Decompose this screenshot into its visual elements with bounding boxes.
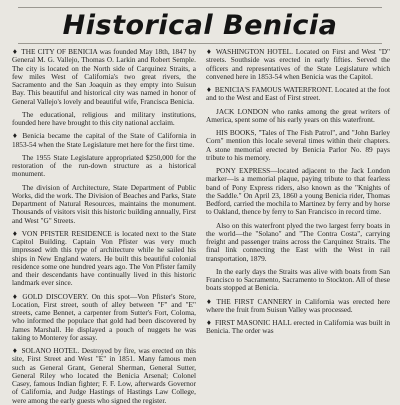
- paragraph: [12, 230, 196, 288]
- right-column: [206, 48, 390, 396]
- paragraph-text: PONY EXPRESS—located adjacent to the Jack London marker—is a memorial plaque, paying tribute to that fearless band of Pony Express riders, also known as the "Knights of the Saddle." On April 23, 1860 a young Benicia rider, Thomas Bedford, carried the mochila to Martinez by ferry and by horse to Oakland, thence by ferry to San Francisco in record time.: [206, 166, 390, 217]
- paragraph: [12, 111, 196, 128]
- paragraph-text: The 1955 State Legislature appropriated $250,000 for the restoration of the run-down structure as a historical monument.: [12, 152, 196, 179]
- bullet-icon: ♦: [12, 292, 20, 301]
- paragraph: [206, 86, 390, 103]
- left-column: [12, 47, 197, 405]
- bullet-icon: ♦: [12, 48, 19, 56]
- paragraph-text: The educational, religious and military institutions, founded here have brought to this city national acclaim.: [12, 109, 196, 127]
- bullet-icon: ♦: [206, 297, 214, 306]
- paragraph: [12, 48, 196, 106]
- paragraph: [206, 298, 390, 315]
- bullet-icon: ♦: [206, 319, 212, 327]
- paragraph: [206, 48, 390, 81]
- paragraph-text: SOLANO HOTEL. Destroyed by fire, was erected on this site, First Street and West "E" in 1851. Many famous men such as General Grant, General Sherman, General Sutter, General Riley who located the Benicia Arsenal; Colonel Casey, famous Indian fighter; F. F. Low, afterwards Governor of California, and Judge Hastings of Hastings Law College, were among the early guests who signed the register.: [12, 346, 196, 405]
- paragraph-text: THE CITY OF BENICIA was founded May 18th, 1847 by General M. G. Vallejo, Thomas O. Larkin and Robert Semple. The city is located on the North side of Carquinez Straits, a few miles West of California's two great rivers, the Sacramento and the San Joaquin as they empty into Suisun Bay. This beautiful and historical city was named in honor of General Vallejo's lovely and beautiful wife, Francisca Benicia.: [12, 47, 196, 106]
- paragraph-text: FIRST MASONIC HALL erected in California was built in Benicia. The order was: [206, 318, 391, 336]
- paragraph-text: Also on this waterfront plyed the two largest ferry boats in the world—the "Solano" and "The Contra Costa", carrying freight and passenger trains across the Carquinez Straits. The final link connecting the East with the West in rail transportation, 1879.: [206, 220, 390, 263]
- paragraph: [12, 347, 196, 405]
- paragraph-text: HIS BOOKS, "Tales of The Fish Patrol", and "John Barley Corn" mention this locale several times within their chapters. A stone memorial erected by Benicia Parlor No. 89 pays tribute to his memory.: [206, 128, 390, 162]
- paragraph-text: GOLD DISCOVERY. On this spot—Von Pfister's Store, Location, First street, south of alley between "F" and "E" streets, came Bennet, a carpenter from Sutter's Fort, Coloma, who informed the populace that gold had been discovered by James Marshall. He displayed a pouch of nuggets he was taking to Monterey for assay.: [12, 291, 197, 342]
- paragraph: [206, 319, 390, 336]
- paragraph-text: THE FIRST CANNERY in California was erected here where the fruit from Suisun Valley was processed.: [206, 296, 391, 314]
- bullet-icon: ♦: [12, 132, 20, 141]
- bullet-icon: ♦: [206, 48, 213, 56]
- paragraph-text: WASHINGTON HOTEL. Located on First and West "D" streets. Southside was erected in early fifties. Served the officers and representatives of the State Legislature which convened here in 1853-54 when Benicia was the Capitol.: [206, 47, 391, 81]
- paragraph: [12, 154, 196, 179]
- paragraph-text: JACK LONDON who ranks among the great writers of America, spent some of his early years on this waterfront.: [206, 106, 390, 124]
- bullet-icon: ♦: [206, 86, 212, 94]
- page-title: Historical Benicia: [10, 6, 390, 44]
- paragraph-text: BENICIA'S FAMOUS WATERFRONT. Located at the foot and to the West and East of First street.: [206, 85, 391, 103]
- paragraph: [206, 129, 390, 162]
- paragraph-text: In the early days the Straits was alive with boats from San Francisco to Sacramento, Sacramento to Stockton. All of these boats stopped at Benicia.: [206, 266, 390, 293]
- paragraph: [206, 108, 390, 125]
- paragraph: [12, 293, 196, 343]
- paragraph-text: Benicia became the capital of the State of California in 1853-54 when the State Legislature met here for the first time.: [12, 131, 197, 149]
- paragraph: [206, 222, 390, 263]
- paragraph: [206, 167, 390, 217]
- paragraph-text: The division of Architecture, State Department of Public Works, did the work. The Division of Beaches and Parks, State Department of Natural Resources, maintains the monument. Thousands of visitors visit this historic building annually, First and West "G" Streets.: [12, 182, 196, 225]
- paragraph: [206, 268, 390, 293]
- bullet-icon: ♦: [12, 347, 19, 355]
- paragraph: [12, 132, 196, 149]
- paragraph: [12, 184, 196, 225]
- bullet-icon: ♦: [12, 229, 19, 238]
- paragraph-text: VON PFISTER RESIDENCE is located next to the State Capitol Building. Captain Von Pfister was very much impressed with this type of architecture while he sailed his ships in New England waters. He built this beautiful colonial residence some one hundred years ago. The Von Pfister family and their descendants have continually lived in this historic landmark ever since.: [12, 228, 196, 288]
